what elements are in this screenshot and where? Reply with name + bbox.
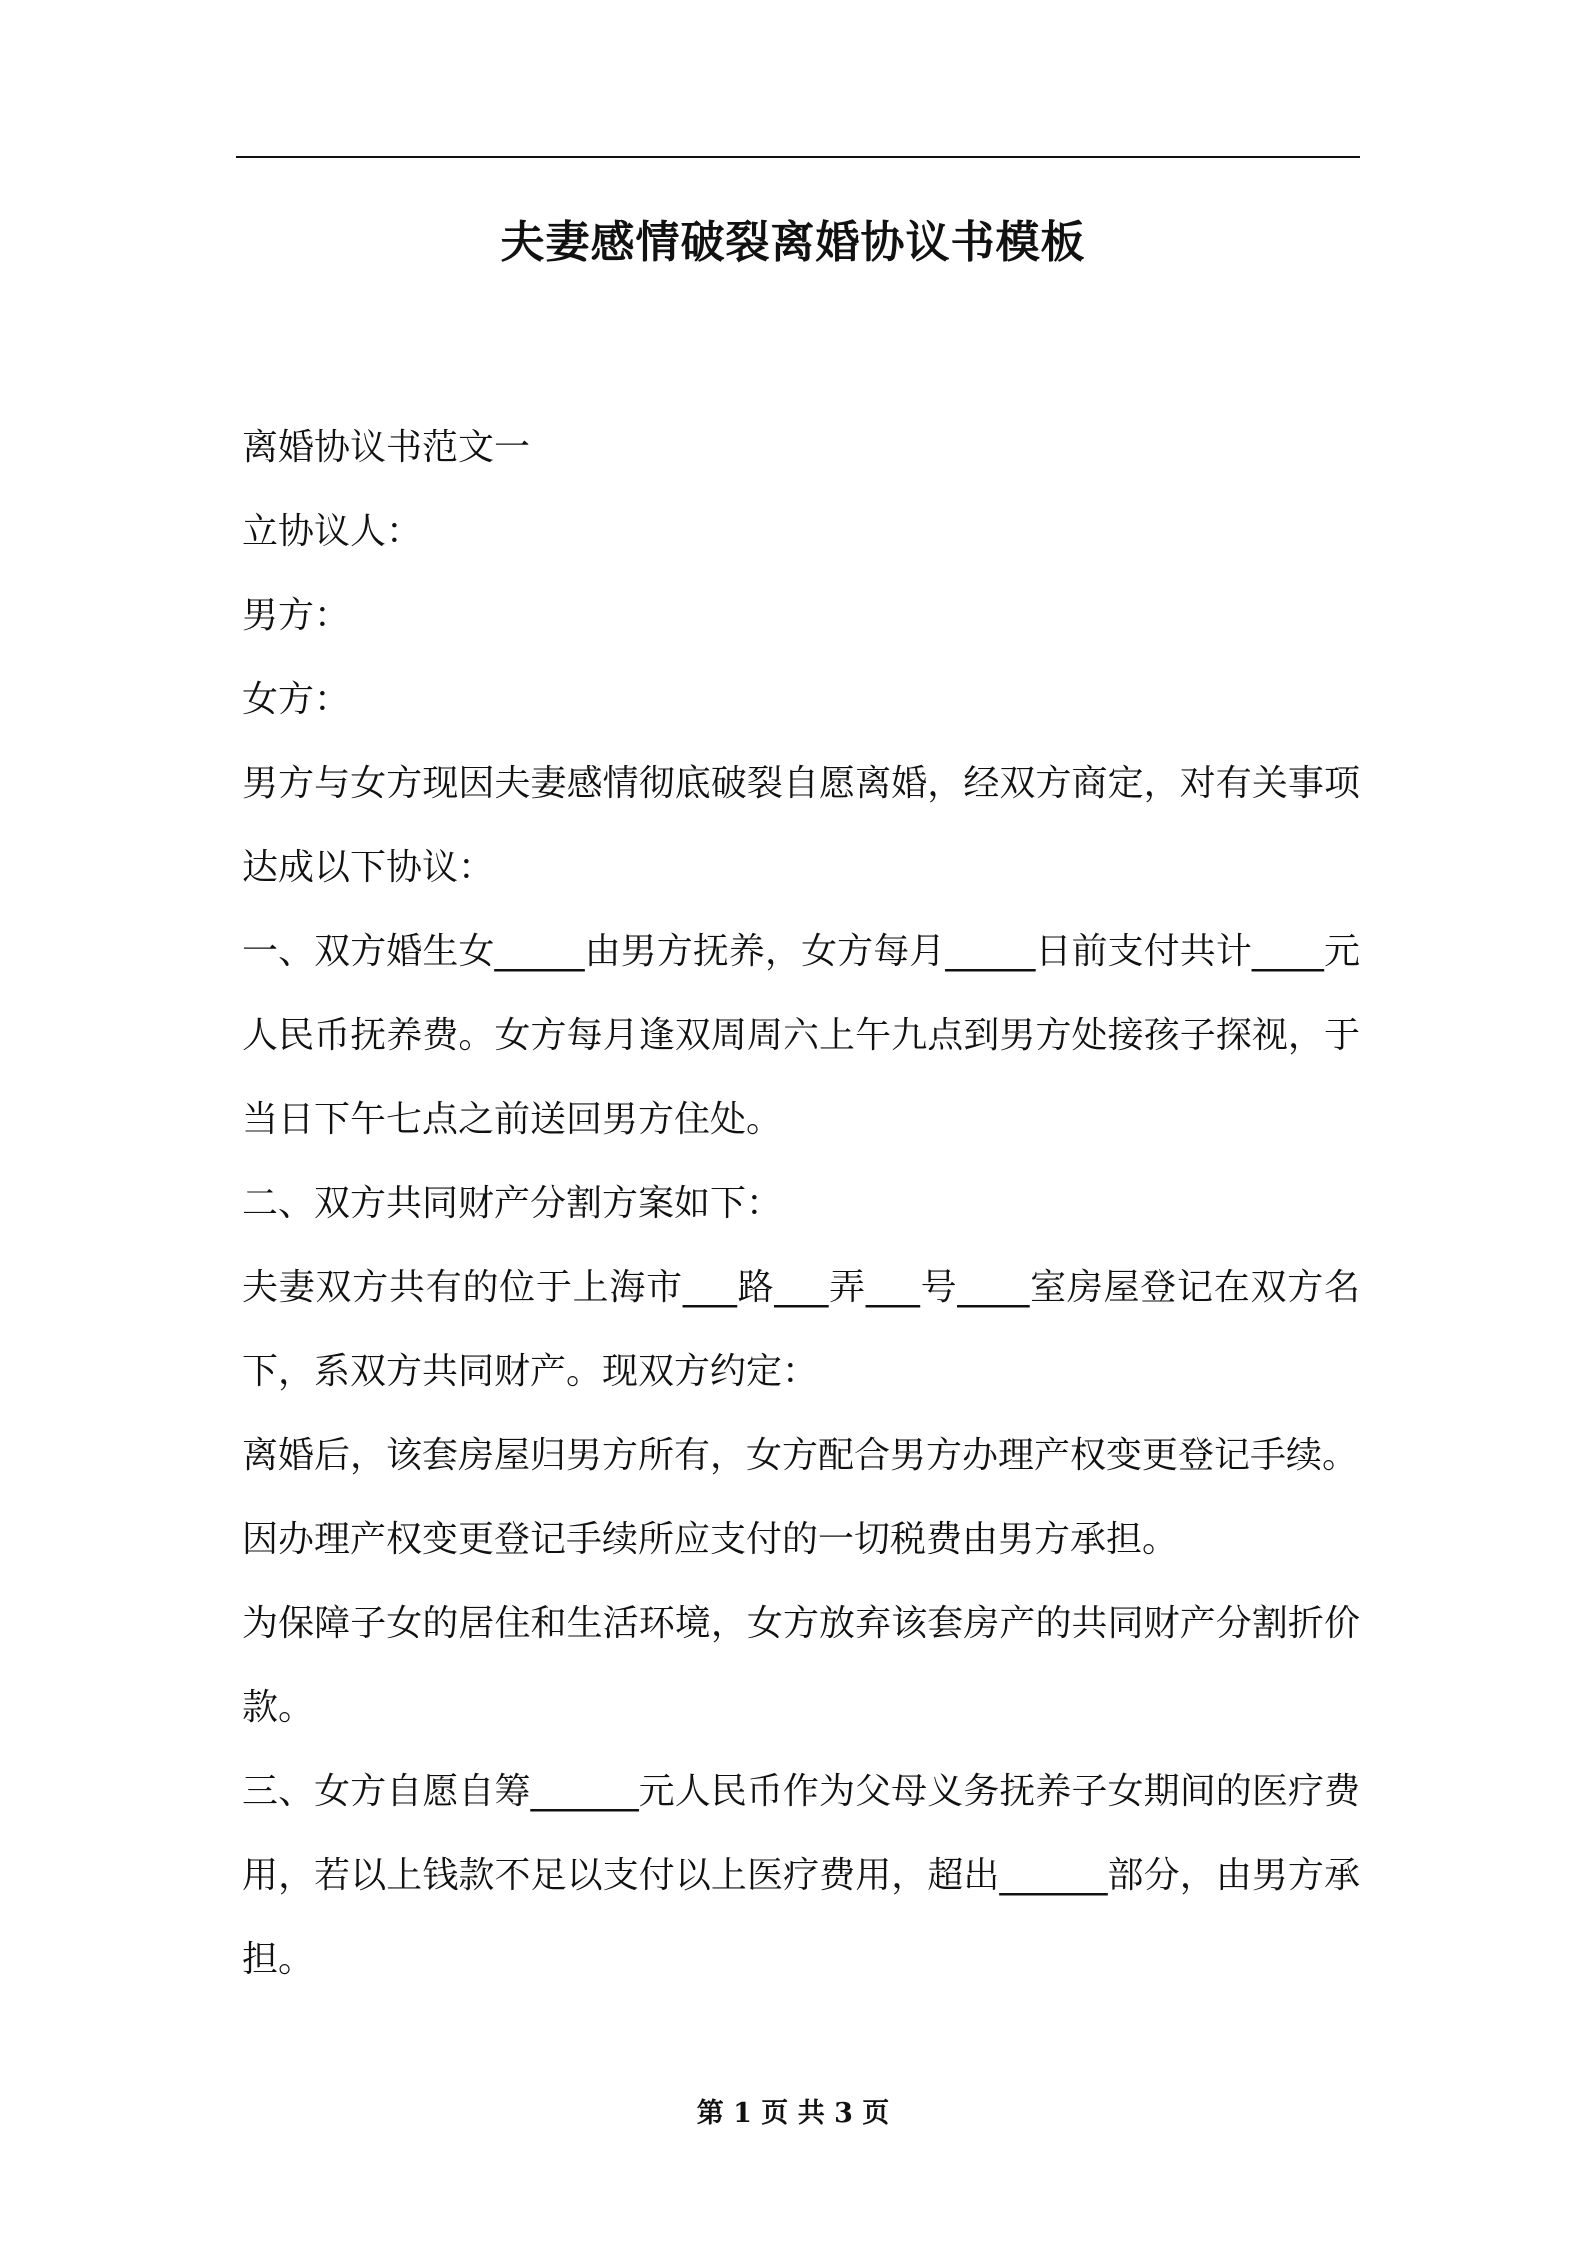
paragraph-clause-2-heading: 二、双方共同财产分割方案如下： [242, 1183, 783, 1224]
paragraph-parties-label: 立协议人： [242, 511, 423, 552]
document-body [242, 406, 1360, 2002]
paragraph-property: 夫妻双方共有的位于上海市___路___弄___号____室房屋登记在双方名下，系双方共同财产。现双方约定： [242, 1267, 1360, 1392]
paragraph-section-heading: 离婚协议书范文一 [242, 427, 531, 468]
paragraph-clause-3: 三、女方自愿自筹______元人民币作为父母义务抚养子女期间的医疗费用，若以上钱款不足以支付以上医疗费用，超出______部分，由男方承担。 [242, 1771, 1360, 1980]
paragraph-clause-1: 一、双方婚生女_____由男方抚养，女方每月_____日前支付共计____元人民币抚养费。女方每月逢双周周六上午九点到男方处接孩子探视，于当日下午七点之前送回男方住处。 [242, 931, 1360, 1140]
document-title: 夫妻感情破裂离婚协议书模板 [500, 217, 1086, 268]
paragraph-property-taxes: 因办理产权变更登记手续所应支付的一切税费由男方承担。 [242, 1519, 1179, 1560]
header-rule [236, 156, 1360, 158]
paragraph-husband: 男方： [242, 595, 351, 636]
paragraph-property-ownership: 离婚后，该套房屋归男方所有，女方配合男方办理产权变更登记手续。 [242, 1435, 1359, 1476]
paragraph-property-waiver: 为保障子女的居住和生活环境，女方放弃该套房产的共同财产分割折价款。 [242, 1603, 1360, 1728]
paragraph-wife: 女方： [242, 679, 351, 720]
paragraph-intro: 男方与女方现因夫妻感情彻底破裂自愿离婚，经双方商定，对有关事项达成以下协议： [242, 763, 1360, 888]
page-number-footer: 第 1 页 共 3 页 [696, 2098, 890, 2129]
